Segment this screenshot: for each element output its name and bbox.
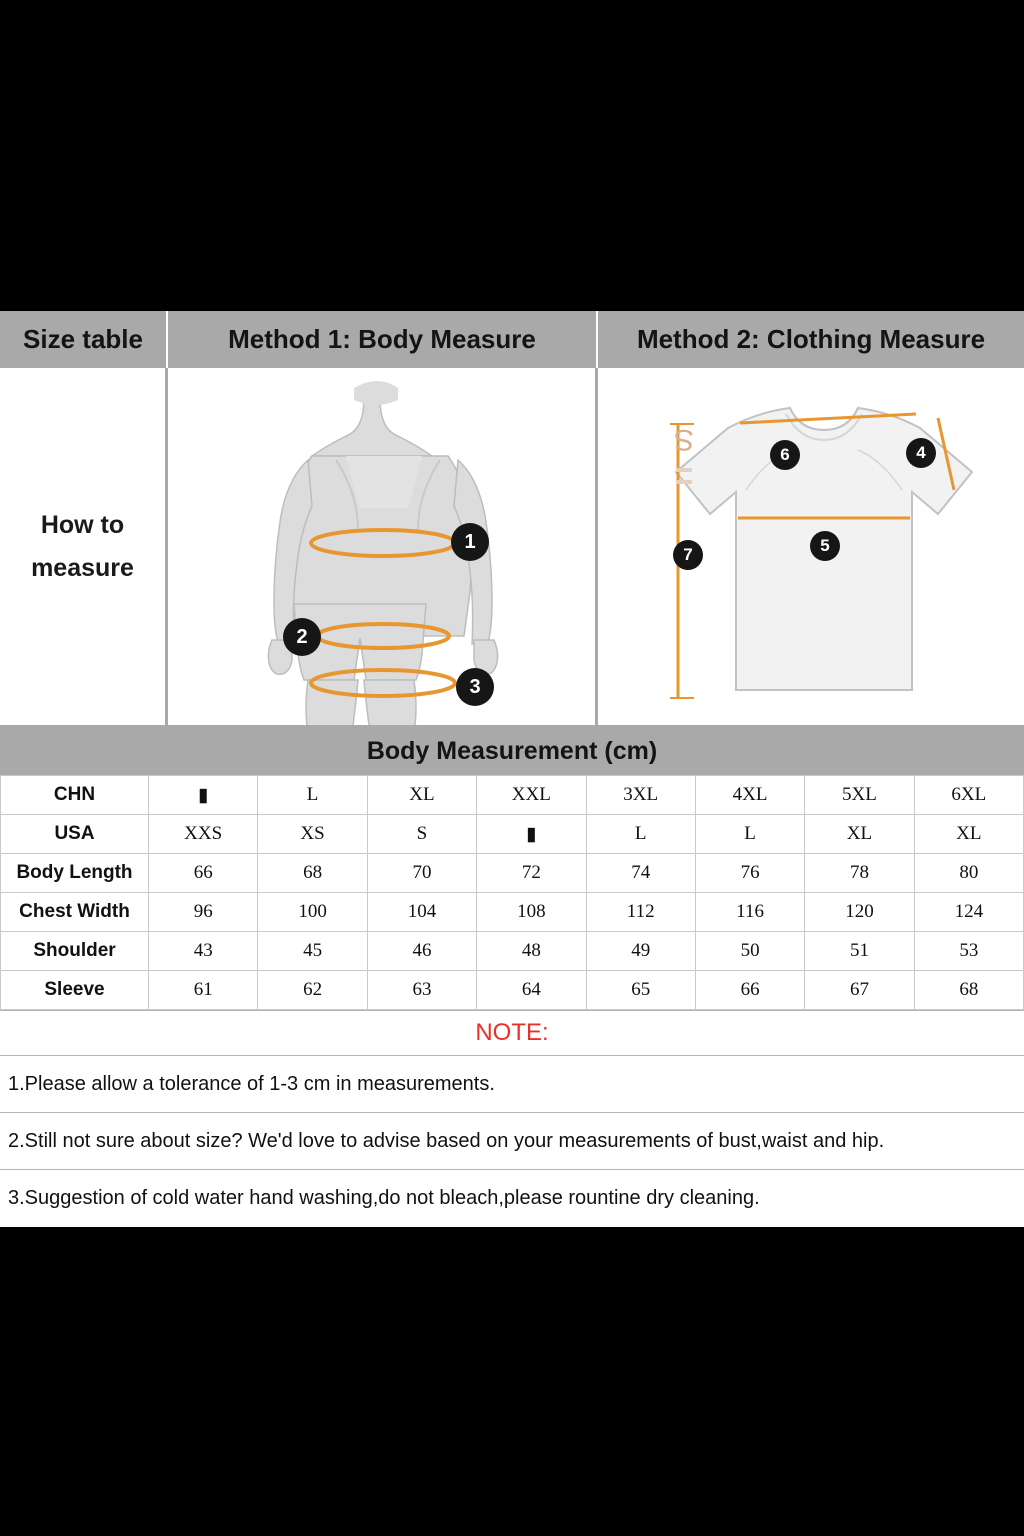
how-to-measure-line2: measure xyxy=(31,553,134,582)
row-label-chest-width: Chest Width xyxy=(1,893,149,932)
size-table xyxy=(0,775,1024,1010)
table-row-sleeve xyxy=(1,971,1024,1010)
cell-bodylength-6: 78 xyxy=(805,854,914,893)
how-to-measure-label xyxy=(0,368,168,725)
cell-sleeve-3: 64 xyxy=(477,971,586,1010)
cell-sleeve-7: 68 xyxy=(914,971,1023,1010)
cell-bodylength-3: 72 xyxy=(477,854,586,893)
chart-header-row xyxy=(0,311,1024,368)
note-title: NOTE: xyxy=(0,1010,1024,1056)
cell-chest-5: 116 xyxy=(695,893,804,932)
badge-3: 3 xyxy=(456,668,494,706)
cell-shoulder-0: 43 xyxy=(149,932,258,971)
cell-usa-5: L xyxy=(695,815,804,854)
note-line-1: 1.Please allow a tolerance of 1-3 cm in measurements. xyxy=(0,1056,1024,1113)
badge-4: 4 xyxy=(906,438,936,468)
cell-bodylength-4: 74 xyxy=(586,854,695,893)
how-to-measure-row xyxy=(0,368,1024,728)
cell-chn-0: ▮ xyxy=(149,776,258,815)
header-method-1: Method 1: Body Measure xyxy=(168,311,598,368)
size-chart-page xyxy=(0,311,1024,1224)
header-method-2: Method 2: Clothing Measure xyxy=(636,324,986,354)
cell-chest-4: 112 xyxy=(586,893,695,932)
table-row-shoulder xyxy=(1,932,1024,971)
body-measurement-title: Body Measurement (cm) xyxy=(0,728,1024,775)
cell-bodylength-1: 68 xyxy=(258,854,367,893)
svg-text:S: S xyxy=(673,423,694,456)
row-label-usa: USA xyxy=(1,815,149,854)
cell-chest-1: 100 xyxy=(258,893,367,932)
badge-1: 1 xyxy=(451,523,489,561)
cell-chest-3: 108 xyxy=(477,893,586,932)
table-row-body-length xyxy=(1,854,1024,893)
cell-chest-2: 104 xyxy=(367,893,476,932)
table-row-usa xyxy=(1,815,1024,854)
cell-shoulder-4: 49 xyxy=(586,932,695,971)
cell-usa-0: XXS xyxy=(149,815,258,854)
badge-6: 6 xyxy=(770,440,800,470)
cell-usa-6: XL xyxy=(805,815,914,854)
cell-bodylength-7: 80 xyxy=(914,854,1023,893)
row-label-shoulder: Shoulder xyxy=(1,932,149,971)
cell-bodylength-0: 66 xyxy=(149,854,258,893)
cell-shoulder-5: 50 xyxy=(695,932,804,971)
badge-5: 5 xyxy=(810,531,840,561)
cell-chest-7: 124 xyxy=(914,893,1023,932)
cell-usa-4: L xyxy=(586,815,695,854)
cell-shoulder-1: 45 xyxy=(258,932,367,971)
cell-sleeve-1: 62 xyxy=(258,971,367,1010)
cell-shoulder-6: 51 xyxy=(805,932,914,971)
cell-chn-4: 3XL xyxy=(586,776,695,815)
cell-chn-5: 4XL xyxy=(695,776,804,815)
cell-chest-6: 120 xyxy=(805,893,914,932)
cell-chn-1: L xyxy=(258,776,367,815)
cell-sleeve-0: 61 xyxy=(149,971,258,1010)
cell-sleeve-5: 66 xyxy=(695,971,804,1010)
cell-usa-3: ▮ xyxy=(477,815,586,854)
badge-7: 7 xyxy=(673,540,703,570)
header-size-table: Size table xyxy=(0,311,168,368)
cell-bodylength-2: 70 xyxy=(367,854,476,893)
cell-shoulder-2: 46 xyxy=(367,932,476,971)
cell-chn-2: XL xyxy=(367,776,476,815)
table-row-chest-width xyxy=(1,893,1024,932)
cell-sleeve-6: 67 xyxy=(805,971,914,1010)
cell-bodylength-5: 76 xyxy=(695,854,804,893)
cell-usa-2: S xyxy=(367,815,476,854)
note-line-2: 2.Still not sure about size? We'd love to advise based on your measurements of bust,waist and hip. xyxy=(0,1113,1024,1170)
body-measure-illustration xyxy=(168,368,598,725)
row-label-body-length: Body Length xyxy=(1,854,149,893)
cell-chn-3: XXL xyxy=(477,776,586,815)
cell-chest-0: 96 xyxy=(149,893,258,932)
table-row-chn xyxy=(1,776,1024,815)
row-label-sleeve: Sleeve xyxy=(1,971,149,1010)
body-figure-svg xyxy=(168,368,598,725)
how-to-measure-line1: How to xyxy=(40,510,125,539)
cell-usa-7: XL xyxy=(914,815,1023,854)
cell-chn-7: 6XL xyxy=(914,776,1023,815)
note-line-3: 3.Suggestion of cold water hand washing,do not bleach,please rountine dry cleaning. xyxy=(0,1170,1024,1227)
cell-shoulder-7: 53 xyxy=(914,932,1023,971)
cell-usa-1: XS xyxy=(258,815,367,854)
cell-sleeve-2: 63 xyxy=(367,971,476,1010)
cell-shoulder-3: 48 xyxy=(477,932,586,971)
cell-chn-6: 5XL xyxy=(805,776,914,815)
clothing-measure-illustration xyxy=(598,368,1024,725)
row-label-chn: CHN xyxy=(1,776,149,815)
badge-2: 2 xyxy=(283,618,321,656)
cell-sleeve-4: 65 xyxy=(586,971,695,1010)
